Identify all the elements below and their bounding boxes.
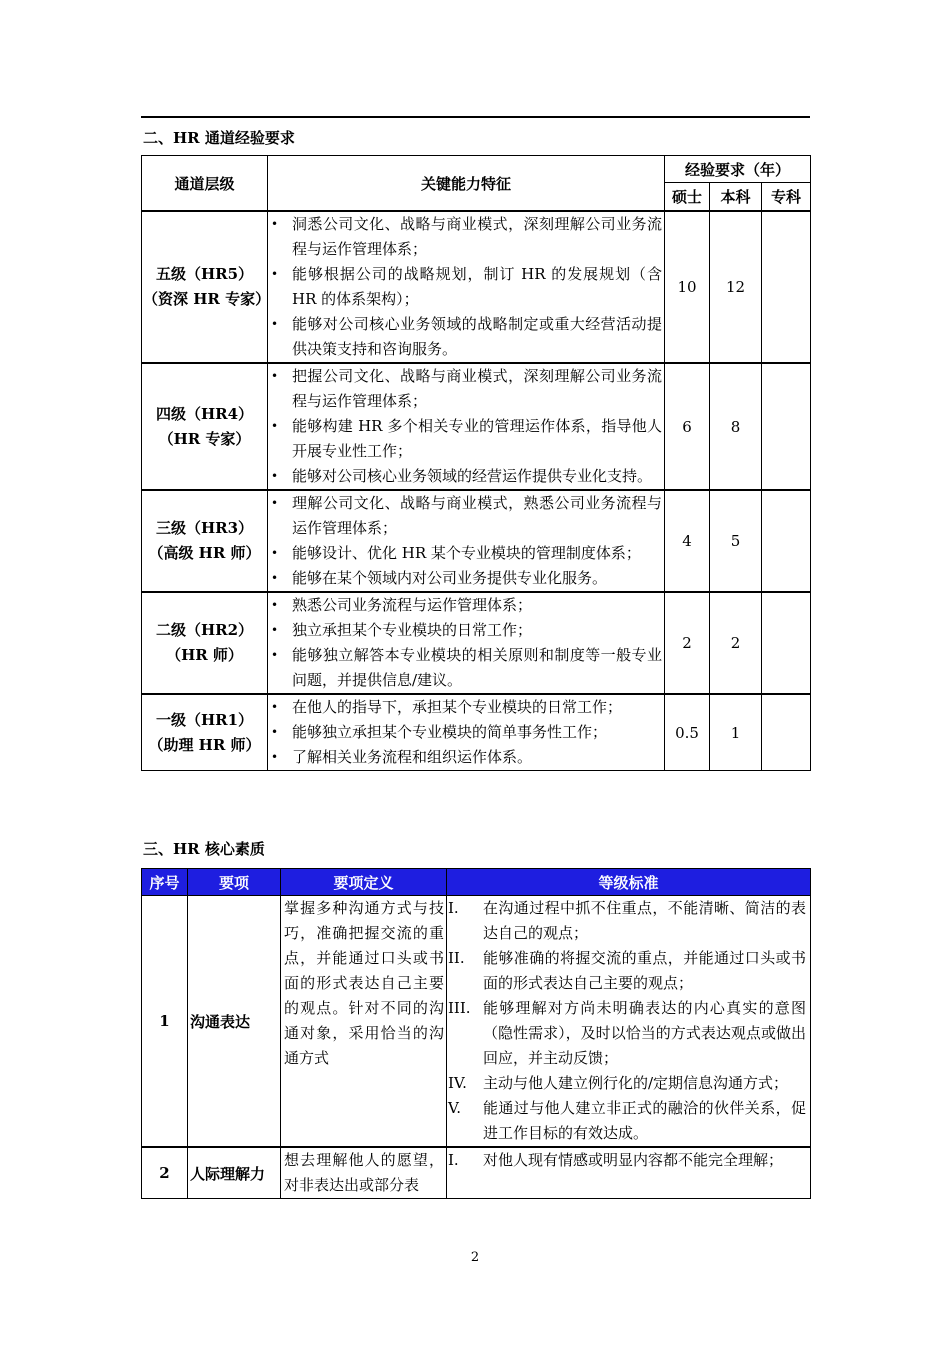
- table-row: [142, 490, 811, 592]
- header-college: 专科: [762, 183, 811, 211]
- features-cell: [268, 211, 665, 363]
- standard-text: 能够准确的将握交流的重点，并能通过口头或书面的形式表达自己主要的观点；: [483, 949, 806, 992]
- item-definition: 想去理解他人的愿望，对非表达出或部分表: [281, 1147, 447, 1199]
- header-experience: 经验要求（年）: [665, 156, 811, 183]
- feature-item: • 能够根据公司的战略规划，制订 HR 的发展规划（含 HR 的体系架构）；: [271, 262, 662, 312]
- level-standards: [447, 896, 811, 1148]
- feature-item: • 熟悉公司业务流程与运作管理体系；: [271, 593, 662, 618]
- standard-text: 在沟通过程中抓不住重点，不能清晰、简洁的表达自己的观点；: [483, 899, 806, 942]
- page-number: 2: [470, 1250, 480, 1265]
- features-cell: [268, 363, 665, 490]
- features-cell: [268, 592, 665, 694]
- master-years: 6: [665, 363, 710, 490]
- level-code: 二级（HR2）: [155, 621, 254, 639]
- item-name: 人际理解力: [188, 1147, 281, 1199]
- standard-numeral: IV.: [448, 1074, 467, 1092]
- standard-item: [447, 896, 806, 946]
- level-code: 四级（HR4）: [155, 404, 254, 423]
- standard-numeral: I.: [448, 899, 459, 917]
- level-cell: [142, 211, 271, 363]
- college-years: [762, 211, 811, 363]
- standard-item: [447, 946, 806, 996]
- level-cell: [142, 694, 268, 771]
- standard-text: 能通过与他人建立非正式的融洽的伙伴关系，促进工作目标的有效达成。: [483, 1099, 806, 1142]
- standard-item: [447, 1148, 806, 1173]
- level-code: 三级（HR3）: [155, 519, 254, 537]
- table-row: [142, 592, 811, 694]
- college-years: [762, 694, 811, 771]
- table-row: [142, 694, 811, 771]
- level-code: 五级（HR5）: [155, 265, 254, 283]
- header-no: 序号: [142, 869, 188, 896]
- section-title-core-competency: 三、HR 核心素质: [143, 840, 265, 858]
- level-cell: [142, 490, 268, 592]
- level-title: （HR 师）: [166, 646, 243, 664]
- standard-text: 能够理解对方尚未明确表达的内心真实的意图（隐性需求），及时以恰当的方式表达观点或做出回应，并主动反馈；: [483, 999, 806, 1067]
- item-name: 沟通表达: [188, 896, 281, 1148]
- level-standards: [447, 1147, 811, 1199]
- header-definition: 要项定义: [281, 869, 447, 896]
- level-code: 一级（HR1）: [155, 710, 254, 729]
- header-standard: 等级标准: [447, 869, 811, 896]
- level-title: （HR 专家）: [158, 429, 251, 448]
- table-row: [142, 896, 811, 1148]
- bachelor-years: 5: [710, 490, 762, 592]
- feature-item: • 理解公司文化、战略与商业模式，熟悉公司业务流程与运作管理体系；: [271, 491, 662, 541]
- header-master: 硕士: [665, 183, 710, 211]
- level-title: （助理 HR 师）: [148, 735, 261, 754]
- table-row: [142, 363, 811, 490]
- master-years: 0.5: [665, 694, 710, 771]
- feature-item: • 能够独立承担某个专业模块的简单事务性工作；: [271, 720, 662, 745]
- header-features: 关键能力特征: [268, 156, 665, 212]
- standard-text: 对他人现有情感或明显内容都不能完全理解；: [483, 1151, 784, 1169]
- level-title: （高级 HR 师）: [148, 544, 261, 562]
- feature-item: • 了解相关业务流程和组织运作体系。: [271, 745, 662, 770]
- header-item: 要项: [188, 869, 281, 896]
- level-cell: [142, 592, 268, 694]
- college-years: [762, 363, 811, 490]
- bachelor-years: 2: [710, 592, 762, 694]
- master-years: 2: [665, 592, 710, 694]
- section-title-experience: 二、HR 通道经验要求: [143, 129, 295, 147]
- top-rule: [141, 116, 810, 118]
- feature-item: • 能够设计、优化 HR 某个专业模块的管理制度体系；: [271, 541, 662, 566]
- bachelor-years: 12: [710, 211, 762, 363]
- experience-table: [141, 155, 811, 771]
- standard-numeral: V.: [448, 1099, 461, 1117]
- college-years: [762, 592, 811, 694]
- standard-numeral: I.: [448, 1151, 459, 1169]
- feature-item: • 能够独立解答本专业模块的相关原则和制度等一般专业问题，并提供信息/建议。: [271, 643, 662, 693]
- standard-item: [447, 1071, 806, 1096]
- feature-item: • 独立承担某个专业模块的日常工作；: [271, 618, 662, 643]
- feature-item: • 洞悉公司文化、战略与商业模式，深刻理解公司业务流程与运作管理体系；: [271, 212, 662, 262]
- bachelor-years: 1: [710, 694, 762, 771]
- row-number: 1: [142, 896, 188, 1148]
- header-bachelor: 本科: [710, 183, 762, 211]
- master-years: 10: [665, 211, 710, 363]
- header-level: 通道层级: [142, 156, 268, 212]
- feature-item: • 能够对公司核心业务领域的战略制定或重大经营活动提供决策支持和咨询服务。: [271, 312, 662, 362]
- standard-numeral: III.: [448, 999, 471, 1017]
- standard-item: [447, 996, 806, 1071]
- bachelor-years: 8: [710, 363, 762, 490]
- table-row: [142, 211, 811, 363]
- core-competency-table: [141, 868, 811, 1199]
- item-definition: 掌握多种沟通方式与技巧，准确把握交流的重点，并能通过口头或书面的形式表达自己主要的观点。针对不同的沟通对象，采用恰当的沟通方式: [281, 896, 447, 1148]
- level-cell: [142, 363, 268, 490]
- standard-item: [447, 1096, 806, 1146]
- table-row: [142, 1147, 811, 1199]
- master-years: 4: [665, 490, 710, 592]
- standard-text: 主动与他人建立例行化的/定期信息沟通方式；: [483, 1074, 789, 1092]
- feature-item: • 能够构建 HR 多个相关专业的管理运作体系，指导他人开展专业性工作；: [271, 414, 662, 464]
- college-years: [762, 490, 811, 592]
- standard-numeral: II.: [448, 949, 465, 967]
- feature-item: • 能够对公司核心业务领域的经营运作提供专业化支持。: [271, 464, 662, 489]
- features-cell: [268, 490, 665, 592]
- features-cell: [268, 694, 665, 771]
- row-number: 2: [142, 1147, 188, 1199]
- level-title: （资深 HR 专家）: [143, 290, 271, 308]
- feature-item: • 把握公司文化、战略与商业模式，深刻理解公司业务流程与运作管理体系；: [271, 364, 662, 414]
- feature-item: • 在他人的指导下，承担某个专业模块的日常工作；: [271, 695, 662, 720]
- feature-item: • 能够在某个领域内对公司业务提供专业化服务。: [271, 566, 662, 591]
